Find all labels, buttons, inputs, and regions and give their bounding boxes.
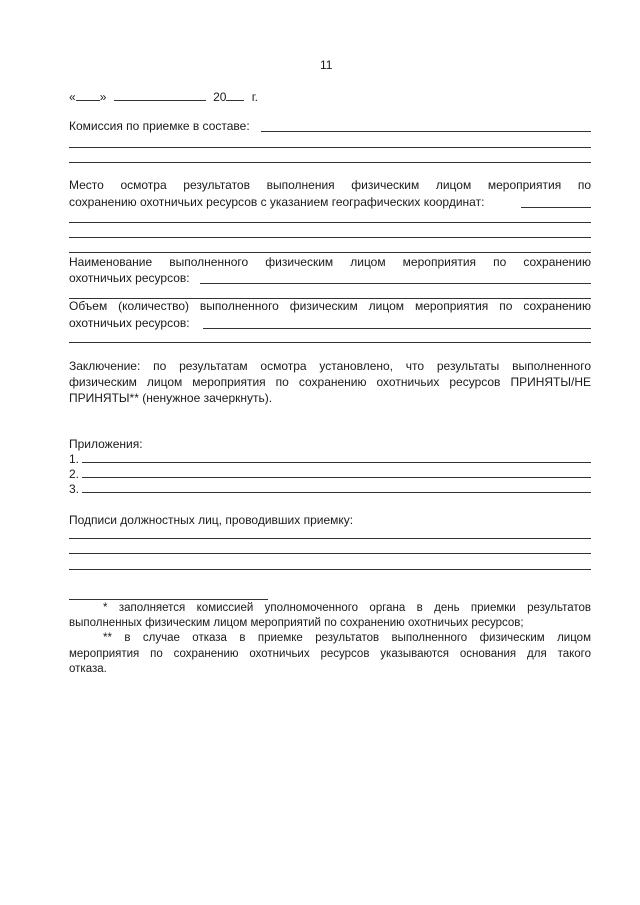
signature-blank-3[interactable]: [69, 569, 591, 570]
footnote-1-line-1: * заполняется комиссией уполномоченного органа в день приемки результатов: [103, 602, 591, 614]
page-number: 11: [320, 58, 333, 72]
footnote-2-line-1: ** в случае отказа в приемке результатов выполненного физическим лицом: [103, 632, 591, 644]
commission-blank-3[interactable]: [69, 162, 591, 163]
open-quote: «: [69, 90, 76, 104]
name-line-1: Наименование выполненного физическим лицом мероприятия по сохранению: [69, 255, 591, 269]
footnote-2-line-3: отказа.: [69, 663, 107, 675]
year-blank[interactable]: [226, 88, 244, 101]
date-line: [69, 88, 258, 106]
conclusion-line-1: Заключение: по результатам осмотра установлено, что результаты выполненного: [69, 359, 591, 373]
attachments-label: Приложения:: [69, 437, 143, 451]
commission-blank-1[interactable]: [261, 131, 591, 132]
place-blank-3[interactable]: [69, 237, 591, 238]
attachment-item-3-number: 3.: [69, 482, 80, 496]
attachment-item-1-number: 1.: [69, 452, 80, 466]
attachment-item-1-blank[interactable]: [82, 462, 591, 463]
commission-label: Комиссия по приемке в составе:: [69, 119, 250, 133]
attachment-item-2-number: 2.: [69, 467, 80, 481]
volume-blank-2[interactable]: [69, 342, 591, 343]
commission-blank-2[interactable]: [69, 147, 591, 148]
signature-blank-2[interactable]: [69, 553, 591, 554]
volume-blank-1[interactable]: [203, 328, 591, 329]
year-prefix: 20: [213, 90, 227, 104]
place-blank-4[interactable]: [69, 252, 591, 253]
close-quote: »: [99, 90, 107, 104]
attachment-item-3-blank[interactable]: [82, 492, 591, 493]
signatures-label: Подписи должностных лиц, проводивших приемку:: [69, 513, 354, 527]
place-line-2: сохранению охотничьих ресурсов с указанием географических координат:: [69, 195, 485, 209]
volume-line-2: охотничьих ресурсов:: [69, 316, 190, 330]
day-blank[interactable]: [76, 88, 100, 101]
month-blank[interactable]: [114, 88, 206, 101]
conclusion-line-2: физическим лицом мероприятия по сохранению охотничьих ресурсов ПРИНЯТЫ/НЕ: [69, 375, 591, 389]
place-blank-2[interactable]: [69, 222, 591, 223]
year-suffix: г.: [251, 90, 259, 104]
footnote-2-line-2: мероприятия по сохранению охотничьих ресурсов указываются основания для такого: [69, 648, 591, 660]
name-blank-1[interactable]: [200, 283, 591, 284]
conclusion-line-3: ПРИНЯТЫ** (ненужное зачеркнуть).: [69, 391, 273, 405]
signature-blank-1[interactable]: [69, 538, 591, 539]
volume-line-1: Объем (количество) выполненного физическим лицом мероприятия по сохранению: [69, 299, 591, 313]
name-line-2: охотничьих ресурсов:: [69, 271, 190, 285]
place-line-1: Место осмотра результатов выполнения физическим лицом мероприятия по: [69, 178, 591, 192]
place-blank-1[interactable]: [521, 207, 591, 208]
footnote-1-line-2: выполненных физическим лицом мероприятий по сохранению охотничьих ресурсов;: [69, 617, 524, 629]
attachment-item-2-blank[interactable]: [82, 477, 591, 478]
